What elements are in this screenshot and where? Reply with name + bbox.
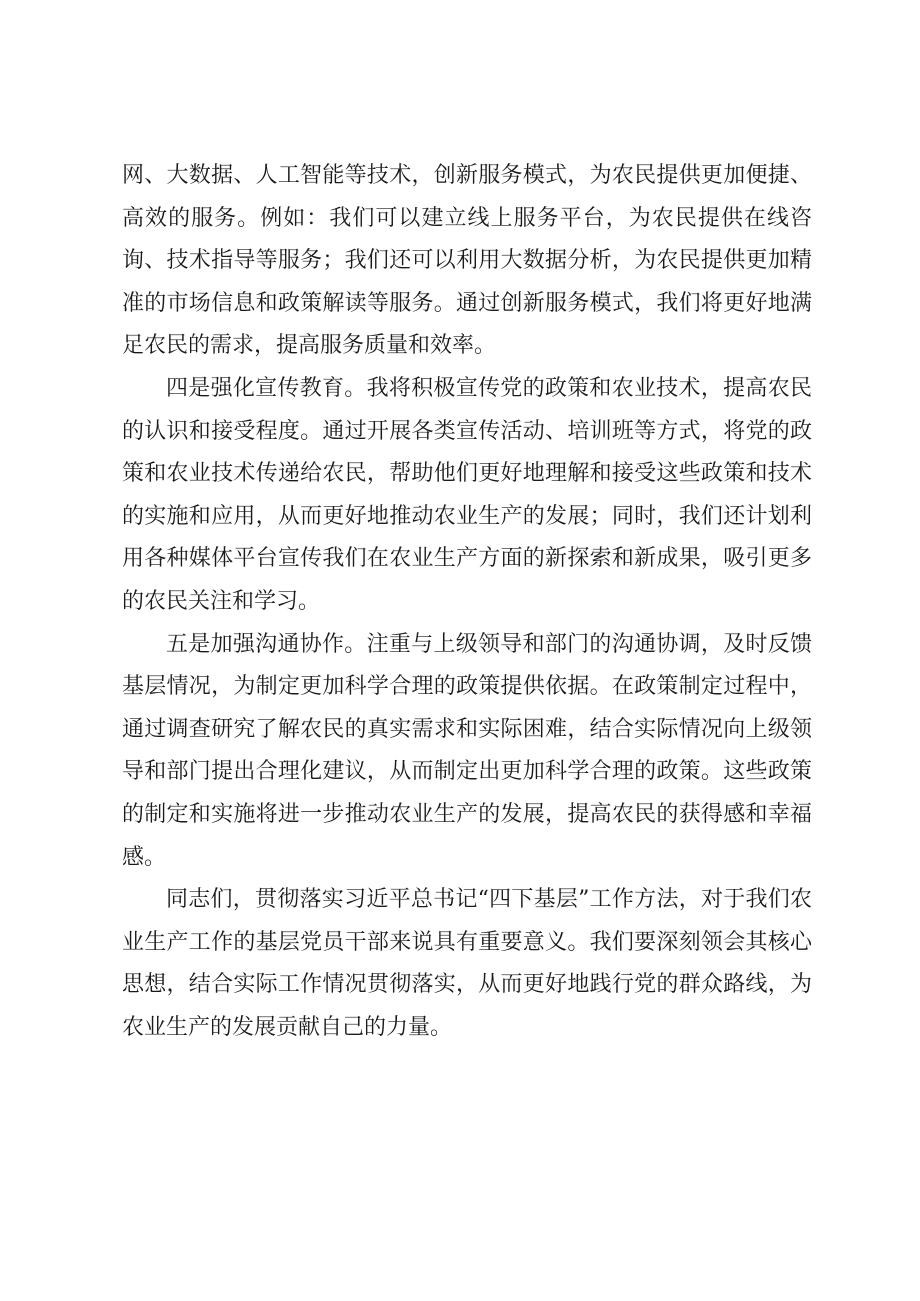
document-body [122, 155, 812, 1049]
paragraph-conclusion: 同志们，贯彻落实习近平总书记“四下基层”工作方法，对于我们农业生产工作的基层党员干部来说具有重要意义。我们要深刻领会其核心思想，结合实际工作情况贯彻落实，从而更好地践行党的群众路线，为农业生产的发展贡献自己的力量。 [122, 887, 812, 1040]
paragraph-point-four: 四是强化宣传教育。我将积极宣传党的政策和农业技术，提高农民的认识和接受程度。通过开展各类宣传活动、培训班等方式，将党的政策和农业技术传递给农民，帮助他们更好地理解和接受这些政策和技术的实施和应用，从而更好地推动农业生产的发展；同时，我们还计划利用各种媒体平台宣传我们在农业生产方面的新探索和新成果，吸引更多的农民关注和学习。 [122, 375, 812, 614]
paragraph-continuation: 网、大数据、人工智能等技术，创新服务模式，为农民提供更加便捷、高效的服务。例如：我们可以建立线上服务平台，为农民提供在线咨询、技术指导等服务；我们还可以利用大数据分析，为农民提供更加精准的市场信息和政策解读等服务。通过创新服务模式，我们将更好地满足农民的需求，提高服务质量和效率。 [122, 163, 812, 359]
paragraph-point-five: 五是加强沟通协作。注重与上级领导和部门的沟通协调，及时反馈基层情况，为制定更加科学合理的政策提供依据。在政策制定过程中，通过调查研究了解农民的真实需求和实际困难，结合实际情况向上级领导和部门提出合理化建议，从而制定出更加科学合理的政策。这些政策的制定和实施将进一步推动农业生产的发展，提高农民的获得感和幸福感。 [122, 631, 812, 870]
